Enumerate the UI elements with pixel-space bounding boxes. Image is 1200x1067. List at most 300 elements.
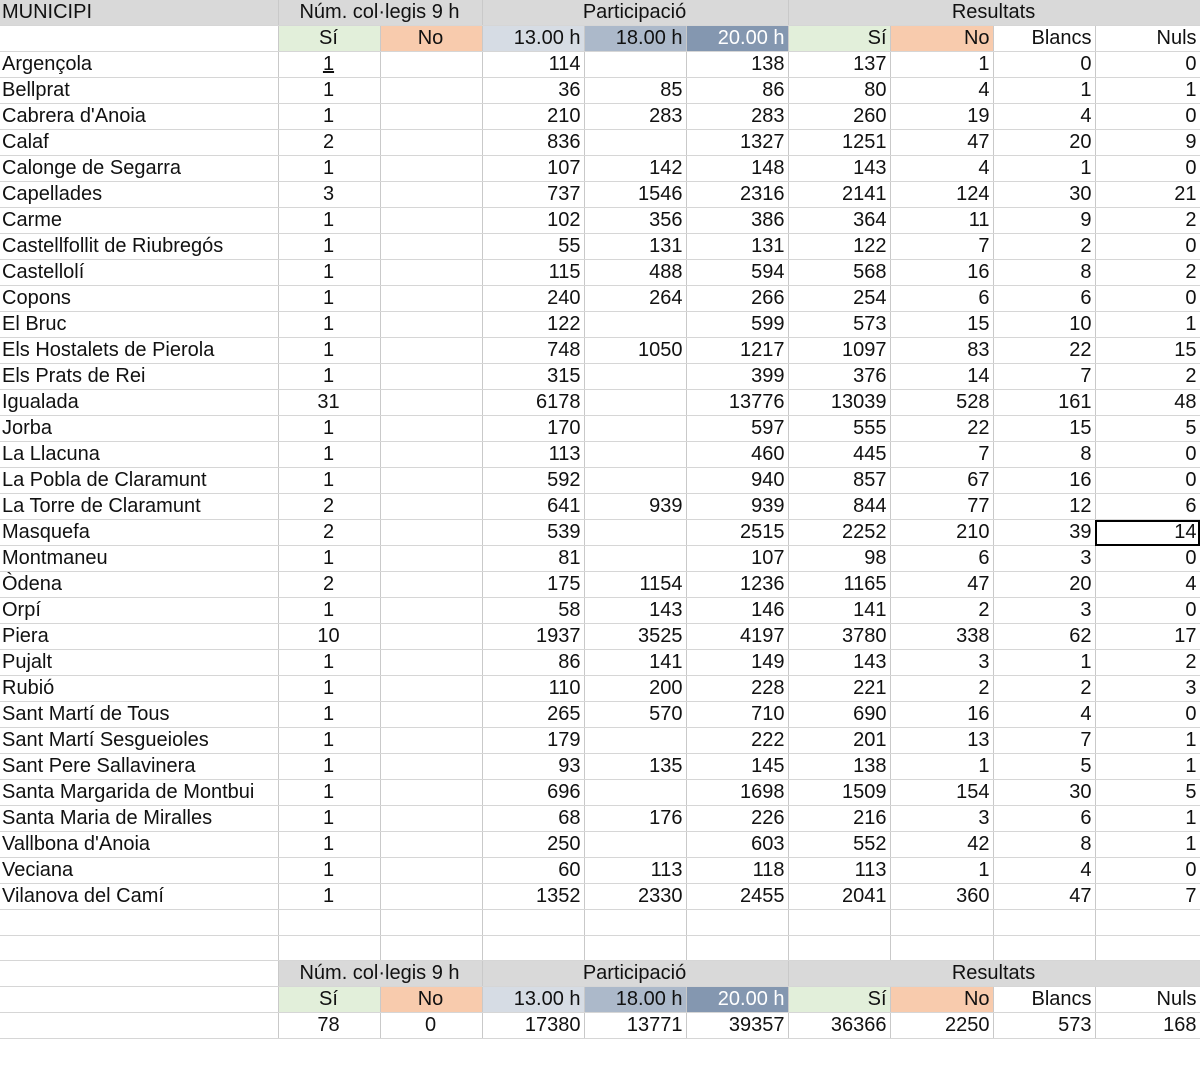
header-participacio[interactable]: Participació xyxy=(482,0,788,26)
cell-col-legis-si[interactable]: 1 xyxy=(278,468,380,494)
cell-municipi[interactable]: Calaf xyxy=(0,130,278,156)
cell-participacio-13h[interactable]: 17380 xyxy=(482,1013,584,1039)
header-col-legis[interactable]: Núm. col·legis 9 h xyxy=(278,0,482,26)
cell-participacio-20h[interactable]: 939 xyxy=(686,494,788,520)
cell-participacio-20h[interactable]: 603 xyxy=(686,832,788,858)
cell-resultats-si[interactable]: 143 xyxy=(788,156,890,182)
cell-participacio-20h[interactable] xyxy=(686,910,788,936)
cell-col-legis-no[interactable] xyxy=(380,494,482,520)
cell-resultats-no[interactable]: 2 xyxy=(890,676,993,702)
cell-municipi[interactable]: La Llacuna xyxy=(0,442,278,468)
cell-col-legis-no[interactable] xyxy=(380,806,482,832)
cell-participacio-13h[interactable]: 175 xyxy=(482,572,584,598)
cell-col-legis-no[interactable] xyxy=(380,650,482,676)
cell-resultats-no[interactable]: 15 xyxy=(890,312,993,338)
cell-resultats-si[interactable]: 221 xyxy=(788,676,890,702)
cell-blancs[interactable]: 1 xyxy=(993,78,1095,104)
cell-nuls[interactable]: 7 xyxy=(1095,884,1200,910)
header-20h[interactable]: 20.00 h xyxy=(686,26,788,52)
cell-participacio-13h[interactable]: 110 xyxy=(482,676,584,702)
totals-header-resultats-no[interactable]: No xyxy=(890,987,993,1013)
cell-participacio-13h[interactable]: 170 xyxy=(482,416,584,442)
header-blancs[interactable]: Blancs xyxy=(993,26,1095,52)
cell-blancs[interactable]: 7 xyxy=(993,728,1095,754)
cell-participacio-13h[interactable]: 265 xyxy=(482,702,584,728)
cell-municipi[interactable]: Sant Pere Sallavinera xyxy=(0,754,278,780)
cell-municipi[interactable] xyxy=(0,1013,278,1039)
cell-participacio-18h[interactable] xyxy=(584,52,686,78)
totals-header-18h[interactable]: 18.00 h xyxy=(584,987,686,1013)
cell-col-legis-no[interactable] xyxy=(380,182,482,208)
totals-header-13h[interactable]: 13.00 h xyxy=(482,987,584,1013)
cell-participacio-18h[interactable]: 131 xyxy=(584,234,686,260)
cell-blancs[interactable]: 39 xyxy=(993,520,1095,546)
cell-resultats-no[interactable]: 4 xyxy=(890,156,993,182)
cell-participacio-20h[interactable]: 4197 xyxy=(686,624,788,650)
cell-municipi[interactable]: Orpí xyxy=(0,598,278,624)
cell-col-legis-si[interactable]: 1 xyxy=(278,208,380,234)
cell-participacio-13h[interactable]: 1352 xyxy=(482,884,584,910)
cell-participacio-18h[interactable]: 1154 xyxy=(584,572,686,598)
cell-col-legis-no[interactable] xyxy=(380,910,482,936)
cell-nuls[interactable]: 4 xyxy=(1095,572,1200,598)
totals-header-participacio[interactable]: Participació xyxy=(482,961,788,987)
cell-participacio-18h[interactable] xyxy=(584,780,686,806)
cell-participacio-20h[interactable]: 1236 xyxy=(686,572,788,598)
cell-participacio-20h[interactable]: 597 xyxy=(686,416,788,442)
cell-municipi[interactable]: Calonge de Segarra xyxy=(0,156,278,182)
header-resultats-si[interactable]: Sí xyxy=(788,26,890,52)
cell-participacio-20h[interactable]: 710 xyxy=(686,702,788,728)
cell-municipi[interactable]: Argençola xyxy=(0,52,278,78)
cell-blancs[interactable]: 161 xyxy=(993,390,1095,416)
cell-participacio-20h[interactable]: 118 xyxy=(686,858,788,884)
cell-nuls[interactable]: 1 xyxy=(1095,806,1200,832)
cell-col-legis-si[interactable]: 1 xyxy=(278,884,380,910)
cell-participacio-20h[interactable]: 146 xyxy=(686,598,788,624)
cell-municipi[interactable]: Sant Martí de Tous xyxy=(0,702,278,728)
cell-resultats-si[interactable]: 254 xyxy=(788,286,890,312)
cell-participacio-20h[interactable]: 107 xyxy=(686,546,788,572)
cell-blancs[interactable] xyxy=(993,910,1095,936)
cell-nuls[interactable]: 6 xyxy=(1095,494,1200,520)
cell-participacio-20h[interactable] xyxy=(686,935,788,961)
cell-participacio-13h[interactable]: 107 xyxy=(482,156,584,182)
cell-col-legis-si[interactable]: 31 xyxy=(278,390,380,416)
cell-participacio-18h[interactable]: 939 xyxy=(584,494,686,520)
cell-col-legis-si[interactable]: 1 xyxy=(278,234,380,260)
cell-participacio-20h[interactable]: 13776 xyxy=(686,390,788,416)
cell-participacio-13h[interactable]: 68 xyxy=(482,806,584,832)
cell-col-legis-si[interactable]: 1 xyxy=(278,858,380,884)
cell-nuls[interactable]: 17 xyxy=(1095,624,1200,650)
cell-participacio-20h[interactable]: 940 xyxy=(686,468,788,494)
cell-col-legis-si[interactable]: 1 xyxy=(278,78,380,104)
cell-resultats-no[interactable]: 47 xyxy=(890,572,993,598)
totals-header-resultats-si[interactable]: Sí xyxy=(788,987,890,1013)
cell-blancs[interactable]: 0 xyxy=(993,52,1095,78)
cell-participacio-20h[interactable]: 131 xyxy=(686,234,788,260)
cell-resultats-si[interactable]: 552 xyxy=(788,832,890,858)
header-no[interactable]: No xyxy=(380,26,482,52)
cell-participacio-13h[interactable]: 179 xyxy=(482,728,584,754)
cell-participacio-18h[interactable]: 176 xyxy=(584,806,686,832)
cell-nuls[interactable]: 48 xyxy=(1095,390,1200,416)
cell-col-legis-si[interactable]: 1 xyxy=(278,650,380,676)
cell-participacio-18h[interactable]: 142 xyxy=(584,156,686,182)
cell-participacio-13h[interactable]: 102 xyxy=(482,208,584,234)
cell-resultats-si[interactable]: 113 xyxy=(788,858,890,884)
cell-col-legis-no[interactable] xyxy=(380,676,482,702)
totals-header-si[interactable]: Sí xyxy=(278,987,380,1013)
cell-col-legis-no[interactable] xyxy=(380,104,482,130)
cell-resultats-no[interactable]: 338 xyxy=(890,624,993,650)
cell-participacio-13h[interactable]: 36 xyxy=(482,78,584,104)
cell-col-legis-si[interactable]: 2 xyxy=(278,520,380,546)
cell-blancs[interactable]: 3 xyxy=(993,546,1095,572)
cell-nuls[interactable] xyxy=(1095,910,1200,936)
cell-blancs[interactable]: 8 xyxy=(993,260,1095,286)
cell-resultats-si[interactable] xyxy=(788,910,890,936)
cell-participacio-13h[interactable]: 748 xyxy=(482,338,584,364)
cell-participacio-13h[interactable]: 6178 xyxy=(482,390,584,416)
cell-blancs[interactable]: 8 xyxy=(993,442,1095,468)
cell-municipi[interactable]: Castellolí xyxy=(0,260,278,286)
cell-resultats-si[interactable]: 137 xyxy=(788,52,890,78)
cell-resultats-si[interactable]: 122 xyxy=(788,234,890,260)
cell-blancs[interactable]: 573 xyxy=(993,1013,1095,1039)
cell-col-legis-no[interactable] xyxy=(380,728,482,754)
cell-nuls[interactable]: 1 xyxy=(1095,728,1200,754)
cell-participacio-13h[interactable]: 93 xyxy=(482,754,584,780)
cell-blancs[interactable]: 4 xyxy=(993,702,1095,728)
cell-col-legis-si[interactable]: 1 xyxy=(278,780,380,806)
cell-resultats-si[interactable]: 1509 xyxy=(788,780,890,806)
cell-participacio-20h[interactable]: 594 xyxy=(686,260,788,286)
cell-col-legis-no[interactable] xyxy=(380,130,482,156)
cell-resultats-no[interactable]: 3 xyxy=(890,806,993,832)
cell-municipi[interactable]: Castellfollit de Riubregós xyxy=(0,234,278,260)
cell-resultats-no[interactable]: 4 xyxy=(890,78,993,104)
cell-participacio-18h[interactable]: 135 xyxy=(584,754,686,780)
cell-col-legis-no[interactable] xyxy=(380,858,482,884)
cell-participacio-20h[interactable]: 460 xyxy=(686,442,788,468)
cell-nuls[interactable]: 168 xyxy=(1095,1013,1200,1039)
cell-col-legis-si[interactable]: 1 xyxy=(278,754,380,780)
cell-participacio-13h[interactable]: 240 xyxy=(482,286,584,312)
cell-participacio-18h[interactable] xyxy=(584,312,686,338)
cell-col-legis-si[interactable]: 2 xyxy=(278,130,380,156)
header-resultats-no[interactable]: No xyxy=(890,26,993,52)
cell-municipi[interactable]: Capellades xyxy=(0,182,278,208)
cell-resultats-si[interactable]: 364 xyxy=(788,208,890,234)
cell-resultats-si[interactable]: 690 xyxy=(788,702,890,728)
cell-nuls[interactable]: 0 xyxy=(1095,468,1200,494)
cell-col-legis-no[interactable] xyxy=(380,624,482,650)
cell-resultats-no[interactable]: 13 xyxy=(890,728,993,754)
cell-municipi[interactable]: Òdena xyxy=(0,572,278,598)
cell-municipi[interactable]: Els Prats de Rei xyxy=(0,364,278,390)
cell-participacio-18h[interactable] xyxy=(584,832,686,858)
cell-blancs[interactable]: 2 xyxy=(993,234,1095,260)
cell-nuls[interactable]: 1 xyxy=(1095,78,1200,104)
cell-participacio-18h[interactable] xyxy=(584,416,686,442)
cell-participacio-20h[interactable]: 228 xyxy=(686,676,788,702)
cell-participacio-20h[interactable]: 2455 xyxy=(686,884,788,910)
cell-nuls[interactable]: 5 xyxy=(1095,780,1200,806)
cell-resultats-si[interactable]: 568 xyxy=(788,260,890,286)
cell-municipi[interactable]: Cabrera d'Anoia xyxy=(0,104,278,130)
cell-nuls[interactable]: 0 xyxy=(1095,52,1200,78)
cell-participacio-13h[interactable]: 86 xyxy=(482,650,584,676)
cell-col-legis-no[interactable] xyxy=(380,598,482,624)
cell-col-legis-no[interactable] xyxy=(380,935,482,961)
cell-nuls[interactable]: 5 xyxy=(1095,416,1200,442)
cell-participacio-18h[interactable]: 113 xyxy=(584,858,686,884)
cell-col-legis-no[interactable] xyxy=(380,468,482,494)
cell-participacio-18h[interactable] xyxy=(584,935,686,961)
cell-blancs[interactable]: 47 xyxy=(993,884,1095,910)
cell-nuls[interactable]: 2 xyxy=(1095,650,1200,676)
cell-municipi[interactable] xyxy=(0,935,278,961)
cell-participacio-18h[interactable] xyxy=(584,728,686,754)
cell-col-legis-si[interactable]: 1 xyxy=(278,312,380,338)
cell-nuls[interactable]: 0 xyxy=(1095,702,1200,728)
cell-participacio-13h[interactable]: 114 xyxy=(482,52,584,78)
cell-participacio-18h[interactable]: 3525 xyxy=(584,624,686,650)
cell-col-legis-si[interactable]: 1 xyxy=(278,806,380,832)
cell-resultats-si[interactable]: 3780 xyxy=(788,624,890,650)
cell-participacio-13h[interactable]: 1937 xyxy=(482,624,584,650)
cell-municipi[interactable]: La Torre de Claramunt xyxy=(0,494,278,520)
cell-resultats-si[interactable]: 1097 xyxy=(788,338,890,364)
cell-resultats-no[interactable]: 3 xyxy=(890,650,993,676)
cell-nuls[interactable] xyxy=(1095,935,1200,961)
cell-col-legis-no[interactable] xyxy=(380,52,482,78)
cell-participacio-18h[interactable] xyxy=(584,390,686,416)
cell-col-legis-no[interactable] xyxy=(380,312,482,338)
cell-resultats-no[interactable]: 6 xyxy=(890,546,993,572)
cell-blancs[interactable]: 16 xyxy=(993,468,1095,494)
cell-blancs[interactable]: 15 xyxy=(993,416,1095,442)
cell-blancs[interactable]: 6 xyxy=(993,806,1095,832)
cell-blancs[interactable]: 10 xyxy=(993,312,1095,338)
cell-resultats-si[interactable]: 1165 xyxy=(788,572,890,598)
cell-col-legis-no[interactable] xyxy=(380,442,482,468)
cell-blancs[interactable]: 30 xyxy=(993,780,1095,806)
cell-resultats-no[interactable]: 2 xyxy=(890,598,993,624)
cell-col-legis-no[interactable] xyxy=(380,572,482,598)
cell-resultats-si[interactable] xyxy=(788,935,890,961)
cell-blancs[interactable]: 8 xyxy=(993,832,1095,858)
cell-resultats-no[interactable]: 1 xyxy=(890,52,993,78)
cell-resultats-no[interactable]: 22 xyxy=(890,416,993,442)
cell-participacio-18h[interactable] xyxy=(584,130,686,156)
cell-nuls[interactable]: 0 xyxy=(1095,858,1200,884)
cell-resultats-si[interactable]: 376 xyxy=(788,364,890,390)
cell-participacio-20h[interactable]: 148 xyxy=(686,156,788,182)
cell-col-legis-si[interactable]: 1 xyxy=(278,286,380,312)
cell-resultats-no[interactable]: 154 xyxy=(890,780,993,806)
cell-nuls[interactable]: 3 xyxy=(1095,676,1200,702)
cell-participacio-20h[interactable]: 226 xyxy=(686,806,788,832)
cell-participacio-13h[interactable]: 60 xyxy=(482,858,584,884)
cell-col-legis-no[interactable] xyxy=(380,234,482,260)
cell-nuls[interactable]: 0 xyxy=(1095,286,1200,312)
cell-municipi[interactable] xyxy=(0,910,278,936)
cell-municipi[interactable]: Els Hostalets de Pierola xyxy=(0,338,278,364)
cell-col-legis-no[interactable] xyxy=(380,286,482,312)
cell-resultats-no[interactable]: 16 xyxy=(890,702,993,728)
cell-participacio-20h[interactable]: 149 xyxy=(686,650,788,676)
cell-col-legis-no[interactable] xyxy=(380,702,482,728)
cell-nuls[interactable]: 0 xyxy=(1095,234,1200,260)
cell-resultats-no[interactable]: 1 xyxy=(890,858,993,884)
header-nuls[interactable]: Nuls xyxy=(1095,26,1200,52)
cell-resultats-no[interactable]: 67 xyxy=(890,468,993,494)
header-empty-cell[interactable] xyxy=(0,26,278,52)
cell-col-legis-no[interactable] xyxy=(380,156,482,182)
cell-participacio-13h[interactable]: 81 xyxy=(482,546,584,572)
cell-col-legis-no[interactable]: 0 xyxy=(380,1013,482,1039)
cell-participacio-18h[interactable]: 570 xyxy=(584,702,686,728)
cell-col-legis-si[interactable]: 1 xyxy=(278,442,380,468)
cell-resultats-si[interactable]: 216 xyxy=(788,806,890,832)
cell-participacio-20h[interactable]: 86 xyxy=(686,78,788,104)
cell-municipi[interactable]: Pujalt xyxy=(0,650,278,676)
cell-nuls[interactable]: 0 xyxy=(1095,546,1200,572)
cell-nuls[interactable]: 0 xyxy=(1095,156,1200,182)
cell-municipi[interactable]: Vilanova del Camí xyxy=(0,884,278,910)
cell-participacio-20h[interactable]: 386 xyxy=(686,208,788,234)
cell-resultats-si[interactable]: 1251 xyxy=(788,130,890,156)
cell-participacio-20h[interactable]: 2316 xyxy=(686,182,788,208)
cell-participacio-18h[interactable]: 488 xyxy=(584,260,686,286)
cell-col-legis-si[interactable]: 1 xyxy=(278,676,380,702)
cell-col-legis-si[interactable]: 78 xyxy=(278,1013,380,1039)
cell-municipi[interactable]: Copons xyxy=(0,286,278,312)
cell-participacio-13h[interactable]: 737 xyxy=(482,182,584,208)
cell-blancs[interactable]: 20 xyxy=(993,130,1095,156)
cell-participacio-13h[interactable]: 592 xyxy=(482,468,584,494)
header-si[interactable]: Sí xyxy=(278,26,380,52)
cell-resultats-si[interactable]: 2252 xyxy=(788,520,890,546)
cell-resultats-no[interactable]: 360 xyxy=(890,884,993,910)
cell-resultats-no[interactable]: 19 xyxy=(890,104,993,130)
cell-resultats-no[interactable] xyxy=(890,910,993,936)
cell-resultats-si[interactable]: 13039 xyxy=(788,390,890,416)
cell-col-legis-no[interactable] xyxy=(380,78,482,104)
cell-nuls[interactable]: 1 xyxy=(1095,754,1200,780)
cell-participacio-13h[interactable]: 210 xyxy=(482,104,584,130)
cell-participacio-13h[interactable]: 55 xyxy=(482,234,584,260)
cell-nuls[interactable]: 0 xyxy=(1095,598,1200,624)
cell-blancs[interactable]: 4 xyxy=(993,858,1095,884)
cell-blancs[interactable]: 30 xyxy=(993,182,1095,208)
cell-municipi[interactable]: El Bruc xyxy=(0,312,278,338)
cell-participacio-20h[interactable]: 1698 xyxy=(686,780,788,806)
cell-nuls[interactable]: 1 xyxy=(1095,832,1200,858)
cell-participacio-20h[interactable]: 145 xyxy=(686,754,788,780)
cell-col-legis-no[interactable] xyxy=(380,546,482,572)
cell-participacio-13h[interactable]: 696 xyxy=(482,780,584,806)
cell-blancs[interactable]: 5 xyxy=(993,754,1095,780)
cell-blancs[interactable]: 12 xyxy=(993,494,1095,520)
cell-participacio-18h[interactable]: 13771 xyxy=(584,1013,686,1039)
cell-participacio-18h[interactable]: 200 xyxy=(584,676,686,702)
cell-participacio-13h[interactable] xyxy=(482,910,584,936)
cell-col-legis-no[interactable] xyxy=(380,520,482,546)
header-municipi[interactable]: MUNICIPI xyxy=(0,0,278,26)
cell-participacio-13h[interactable]: 641 xyxy=(482,494,584,520)
cell-participacio-18h[interactable] xyxy=(584,364,686,390)
cell-participacio-20h[interactable]: 138 xyxy=(686,52,788,78)
cell-participacio-13h[interactable]: 315 xyxy=(482,364,584,390)
cell-nuls[interactable]: 0 xyxy=(1095,442,1200,468)
cell-col-legis-si[interactable] xyxy=(278,935,380,961)
cell-resultats-si[interactable]: 36366 xyxy=(788,1013,890,1039)
cell-participacio-13h[interactable]: 836 xyxy=(482,130,584,156)
cell-col-legis-si[interactable]: 1 xyxy=(278,832,380,858)
cell-participacio-20h[interactable]: 599 xyxy=(686,312,788,338)
cell-participacio-18h[interactable]: 283 xyxy=(584,104,686,130)
header-18h[interactable]: 18.00 h xyxy=(584,26,686,52)
cell-col-legis-no[interactable] xyxy=(380,416,482,442)
cell-col-legis-si[interactable]: 10 xyxy=(278,624,380,650)
header-13h[interactable]: 13.00 h xyxy=(482,26,584,52)
totals-header-resultats[interactable]: Resultats xyxy=(788,961,1200,987)
cell-resultats-no[interactable]: 124 xyxy=(890,182,993,208)
cell-nuls[interactable]: 9 xyxy=(1095,130,1200,156)
totals-empty-cell[interactable] xyxy=(0,961,278,987)
cell-resultats-si[interactable]: 2141 xyxy=(788,182,890,208)
totals-header-blancs[interactable]: Blancs xyxy=(993,987,1095,1013)
cell-col-legis-si[interactable]: 3 xyxy=(278,182,380,208)
cell-municipi[interactable]: Masquefa xyxy=(0,520,278,546)
cell-resultats-si[interactable]: 98 xyxy=(788,546,890,572)
cell-col-legis-no[interactable] xyxy=(380,338,482,364)
cell-municipi[interactable]: Sant Martí Sesgueioles xyxy=(0,728,278,754)
cell-col-legis-si[interactable]: 1 xyxy=(278,364,380,390)
cell-resultats-si[interactable]: 844 xyxy=(788,494,890,520)
cell-col-legis-si[interactable]: 1 xyxy=(278,260,380,286)
cell-resultats-si[interactable]: 2041 xyxy=(788,884,890,910)
cell-resultats-no[interactable]: 7 xyxy=(890,442,993,468)
cell-col-legis-no[interactable] xyxy=(380,260,482,286)
cell-col-legis-no[interactable] xyxy=(380,208,482,234)
cell-col-legis-si[interactable]: 1 xyxy=(278,416,380,442)
cell-participacio-18h[interactable] xyxy=(584,520,686,546)
cell-resultats-no[interactable]: 2250 xyxy=(890,1013,993,1039)
cell-participacio-20h[interactable]: 1217 xyxy=(686,338,788,364)
cell-blancs[interactable]: 6 xyxy=(993,286,1095,312)
cell-col-legis-si[interactable]: 2 xyxy=(278,572,380,598)
cell-blancs[interactable]: 22 xyxy=(993,338,1095,364)
totals-empty-cell[interactable] xyxy=(0,987,278,1013)
cell-blancs[interactable]: 20 xyxy=(993,572,1095,598)
cell-municipi[interactable]: Vallbona d'Anoia xyxy=(0,832,278,858)
cell-blancs[interactable]: 3 xyxy=(993,598,1095,624)
cell-nuls[interactable]: 2 xyxy=(1095,364,1200,390)
cell-participacio-20h[interactable]: 39357 xyxy=(686,1013,788,1039)
cell-resultats-no[interactable]: 11 xyxy=(890,208,993,234)
cell-blancs[interactable]: 2 xyxy=(993,676,1095,702)
cell-nuls[interactable]: 2 xyxy=(1095,208,1200,234)
cell-resultats-no[interactable]: 1 xyxy=(890,754,993,780)
cell-col-legis-si[interactable]: 1 xyxy=(278,546,380,572)
cell-participacio-20h[interactable]: 2515 xyxy=(686,520,788,546)
cell-col-legis-no[interactable] xyxy=(380,364,482,390)
